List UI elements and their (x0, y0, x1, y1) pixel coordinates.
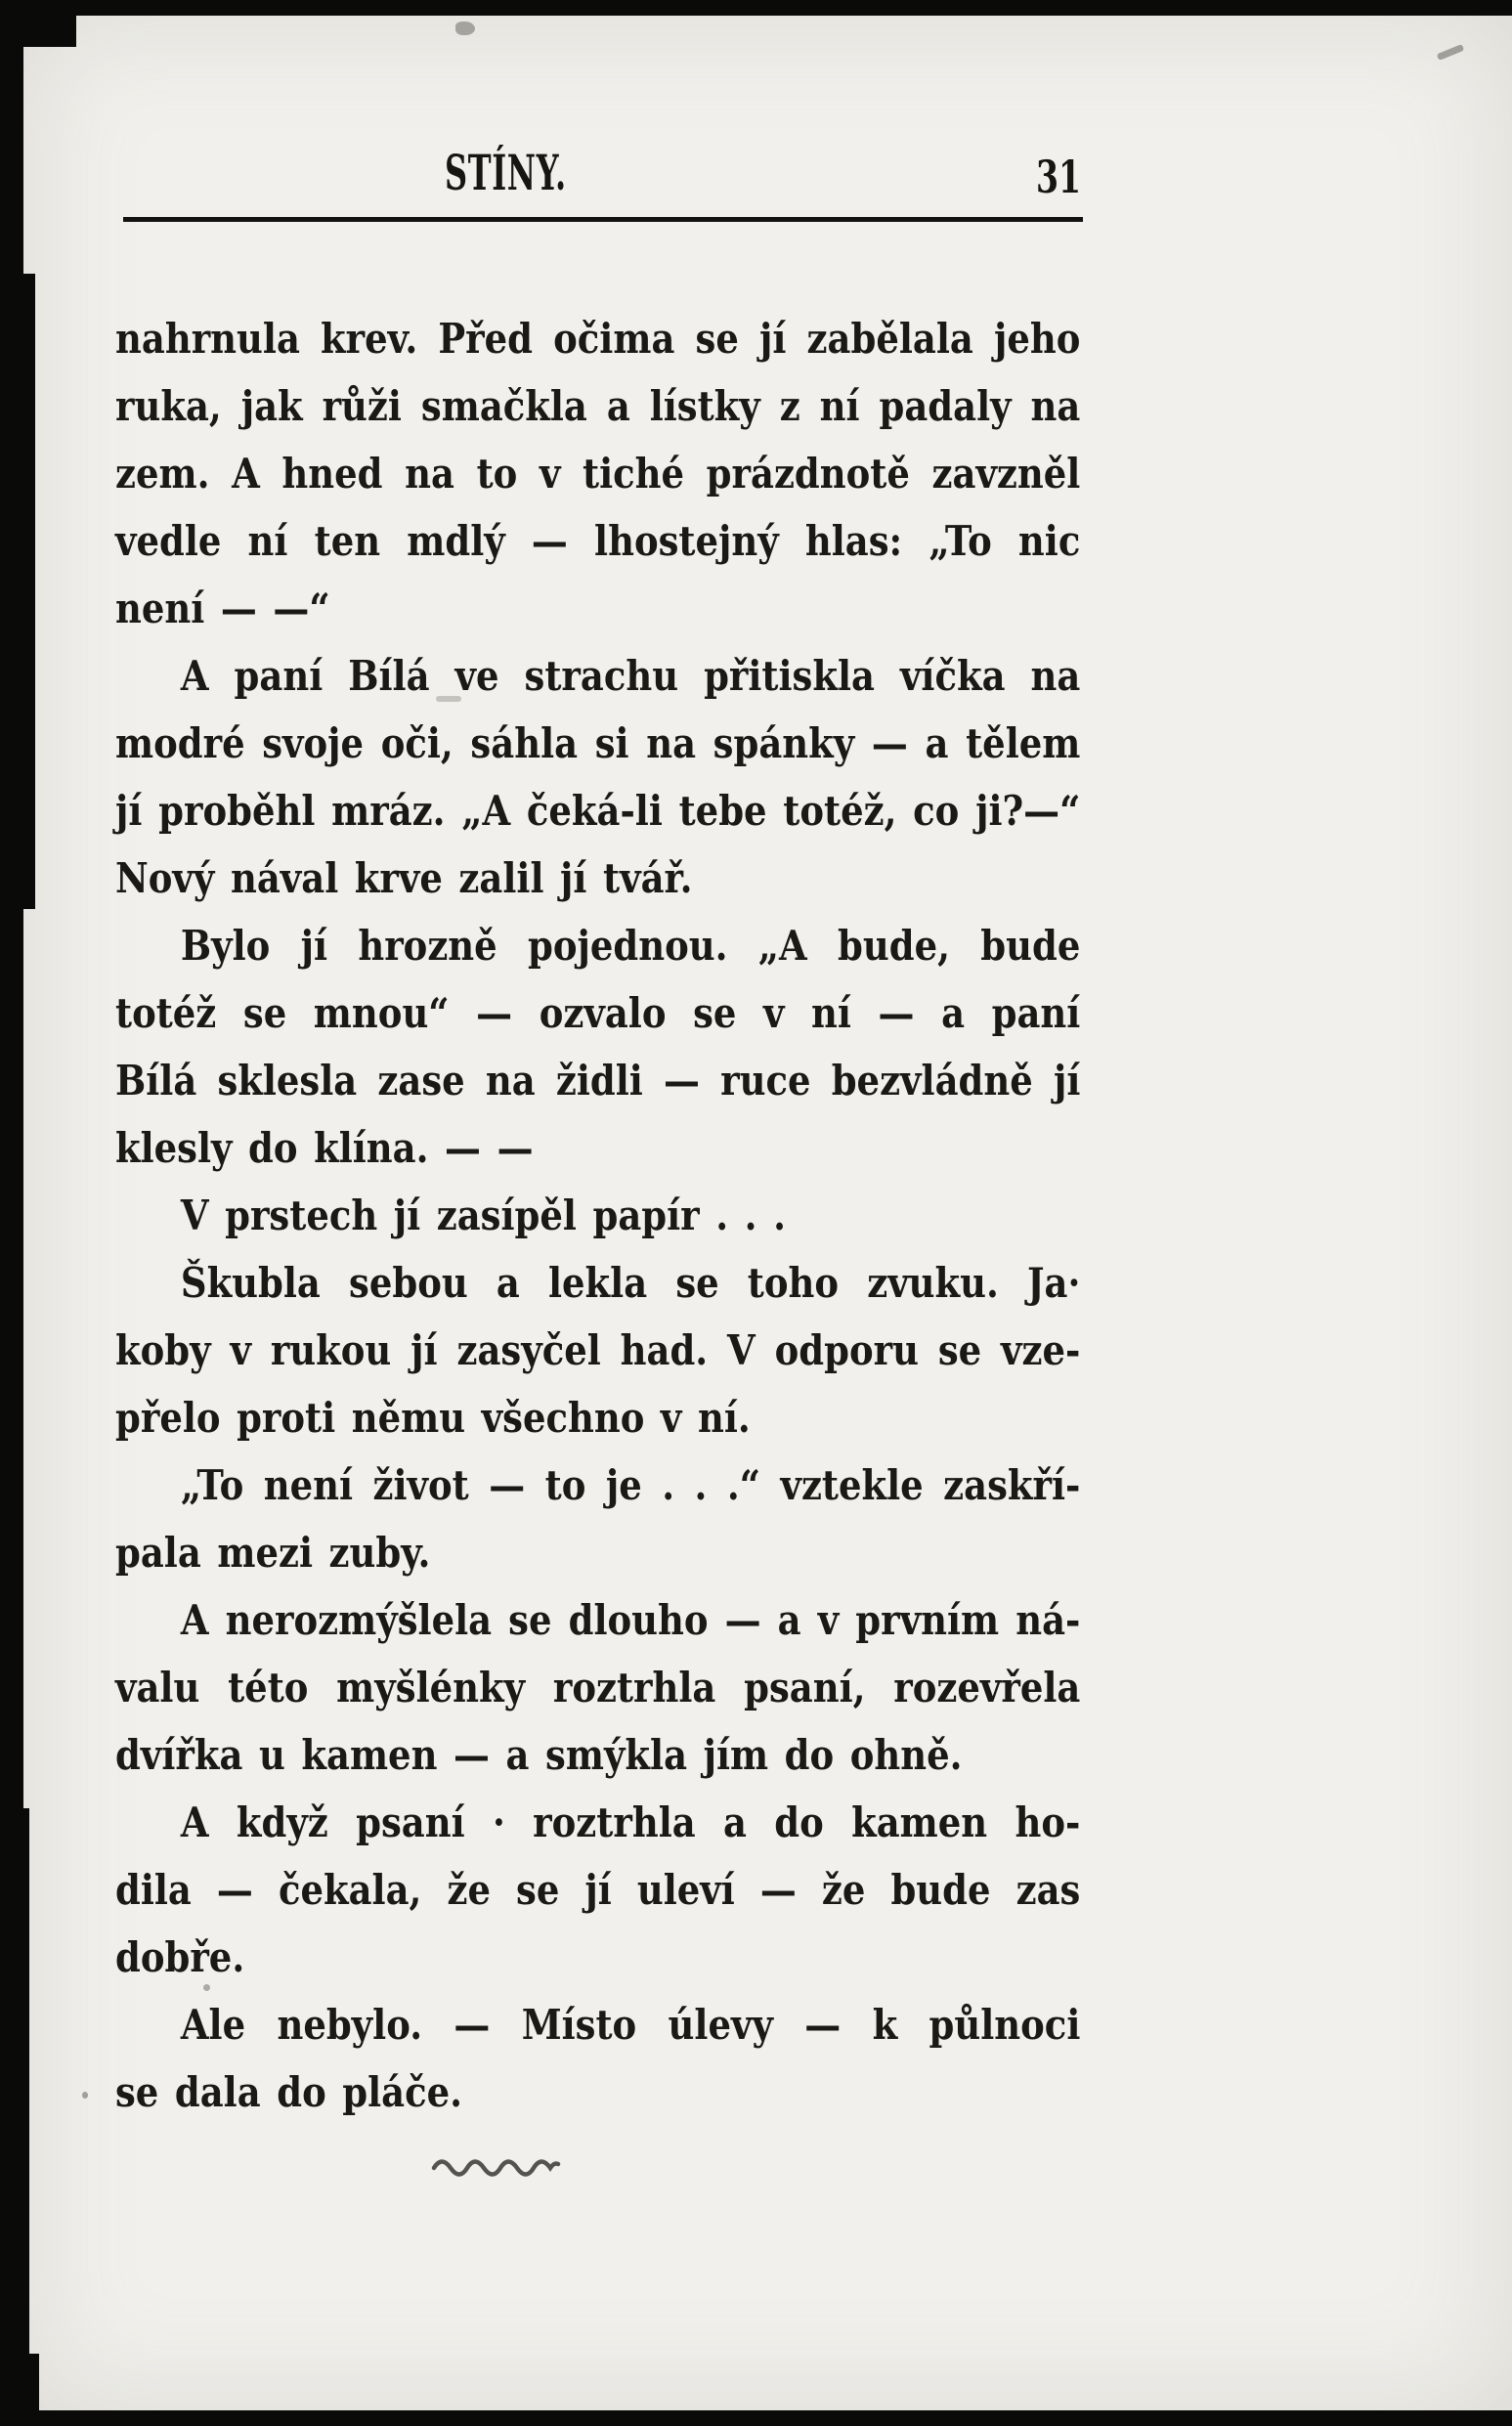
text-line: totéž se mnou“ — ozvalo se v ní — a paní (115, 989, 1081, 1037)
text-line: A když psaní · roztrhla a do kamen ho- (180, 1798, 1081, 1846)
text-line: se dala do pláče. (115, 2068, 463, 2116)
text-line: valu této myšlénky roztrhla psaní, rozevřela (115, 1664, 1081, 1711)
text-line: vedle ní ten mdlý — lhostejný hlas: „To nic (115, 517, 1081, 565)
text-line: dvířka u kamen — a smýkla jím do ohně. (115, 1731, 963, 1779)
ink-speck (82, 2092, 88, 2099)
scan-border-left-bulge (0, 274, 35, 909)
text-line: nahrnula krev. Před očima se jí zabělala jeho (115, 315, 1081, 363)
text-line: Škubla sebou a lekla se toho zvuku. Ja· (180, 1259, 1081, 1307)
page-number: 31 (1036, 151, 1082, 203)
scan-corner-top-left (0, 0, 76, 47)
text-line: jí proběhl mráz. „A čeká-li tebe totéž, co ji?—“ (115, 787, 1081, 835)
text-line: V prstech jí zasípěl papír . . . (180, 1191, 786, 1239)
ink-speck (455, 22, 475, 35)
text-line: koby v rukou jí zasyčel had. V odporu se vze- (115, 1326, 1081, 1374)
text-line: klesly do klína. — — (115, 1124, 534, 1172)
text-line: A paní Bílá ve strachu přitiskla víčka na (180, 652, 1081, 700)
text-line: není — —“ (115, 585, 330, 632)
text-line: ruka, jak růži smačkla a lístky z ní padaly na (115, 382, 1081, 430)
text-line: zem. A hned na to v tiché prázdnotě zavzněl (115, 450, 1081, 498)
text-line: A nerozmýšlela se dlouho — a v prvním ná- (180, 1596, 1081, 1644)
text-line: dila — čekala, že se jí uleví — že bude zas (115, 1866, 1081, 1914)
header-rule-divider (123, 217, 1083, 222)
text-block (115, 305, 1080, 2126)
text-line: Bylo jí hrozně pojednou. „A bude, bude (180, 922, 1081, 970)
running-header-title: STÍNY. (445, 144, 567, 201)
text-line: Bílá sklesla zase na židli — ruce bezvládně jí (115, 1057, 1081, 1105)
text-line: dobře. (115, 1933, 245, 1981)
scan-border-bottom (0, 2410, 1512, 2426)
text-line: Nový nával krve zalil jí tvář. (115, 854, 693, 902)
ink-speck (436, 696, 461, 702)
text-line: „To není život — to je . . .“ vztekle zaskří- (180, 1461, 1081, 1509)
text-line: přelo proti němu všechno v ní. (115, 1394, 751, 1442)
text-line: Ale nebylo. — Místo úlevy — k půlnoci (180, 2001, 1081, 2049)
text-line: modré svoje oči, sáhla si na spánky — a tělem (115, 719, 1081, 767)
scan-border-top (0, 0, 1512, 16)
ink-speck (203, 1984, 210, 1991)
scan-border-left-lower (0, 1808, 29, 2426)
wavy-line-ornament (430, 2152, 569, 2178)
text-line: pala mezi zuby. (115, 1529, 431, 1577)
